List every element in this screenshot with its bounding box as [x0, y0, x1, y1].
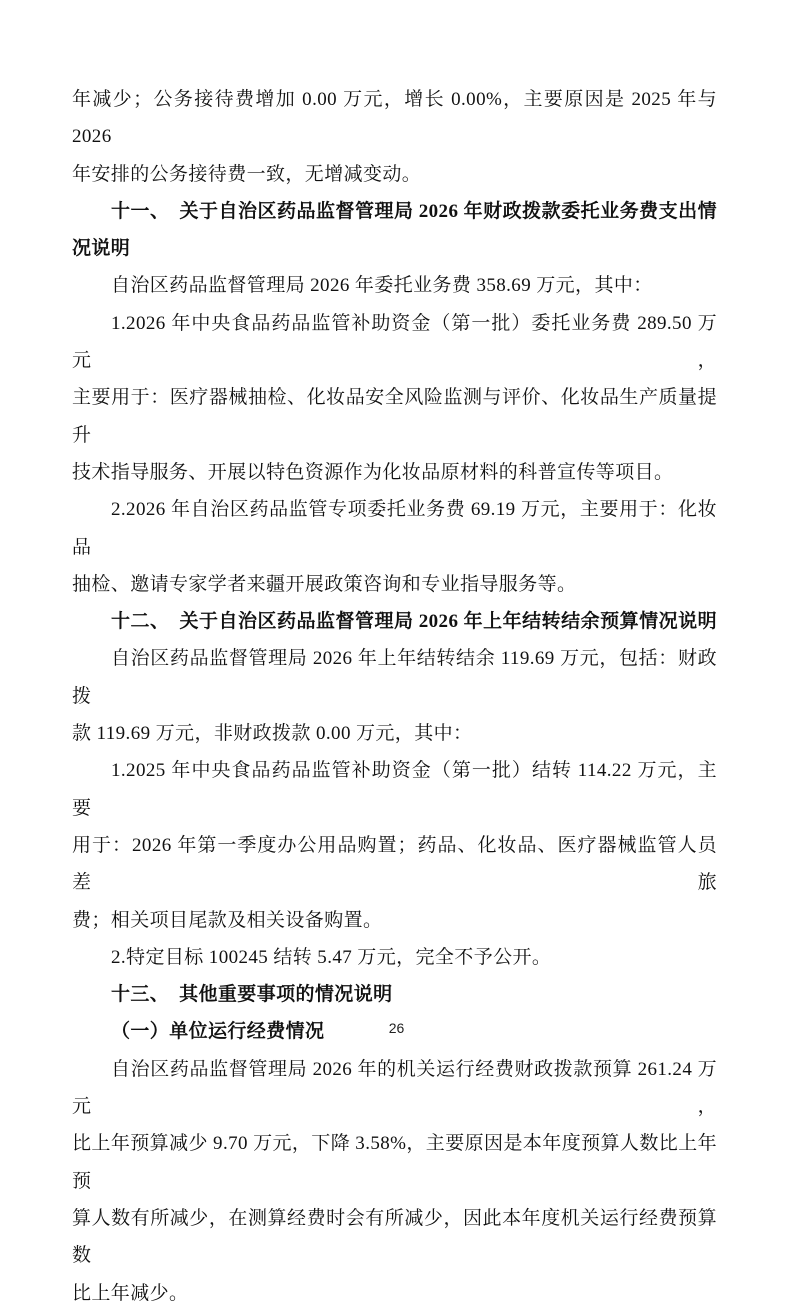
text-line: 1.2025 年中央食品药品监管补助资金（第一批）结转 114.22 万元，主要: [72, 760, 717, 819]
text-line: 年安排的公务接待费一致，无增减变动。: [72, 163, 422, 185]
section-heading-12: 十二、 关于自治区药品监督管理局 2026 年上年结转结余预算情况说明: [111, 611, 717, 633]
text-line: 比上年减少。: [72, 1282, 189, 1304]
subsection-heading-unit-cost: （一）单位运行经费情况: [111, 1021, 325, 1043]
text-line: 自治区药品监督管理局 2026 年委托业务费 358.69 万元，其中：: [111, 275, 653, 297]
text-line: 自治区药品监督管理局 2026 年上年结转结余 119.69 万元，包括：财政拨: [72, 648, 717, 707]
text-line: 自治区药品监督管理局 2026 年的机关运行经费财政拨款预算 261.24 万元，: [72, 1058, 717, 1118]
text-line: 2.特定目标 100245 结转 5.47 万元，完全不予公开。: [111, 946, 552, 968]
text-line: 比上年预算减少 9.70 万元，下降 3.58%，主要原因是本年度预算人数比上年预: [72, 1133, 717, 1192]
section-heading-13: 十三、 其他重要事项的情况说明: [111, 984, 393, 1006]
section-heading-11: 十一、 关于自治区药品监督管理局 2026 年财政拨款委托业务费支出情: [111, 200, 717, 222]
text-line: 技术指导服务、开展以特色资源作为化妆品原材料的科普宣传等项目。: [72, 461, 674, 483]
text-line: 1.2026 年中央食品药品监管补助资金（第一批）委托业务费 289.50 万元，: [72, 312, 717, 372]
text-line: 主要用于：医疗器械抽检、化妆品安全风险监测与评价、化妆品生产质量提升: [72, 387, 717, 446]
text-line: 款 119.69 万元，非财政拨款 0.00 万元，其中：: [72, 723, 473, 745]
text-line: 费；相关项目尾款及相关设备购置。: [72, 909, 383, 931]
text-line: 算人数有所减少，在测算经费时会有所减少，因此本年度机关运行经费预算数: [72, 1207, 717, 1267]
page-number: 26: [388, 1020, 405, 1036]
text-line: 年减少；公务接待费增加 0.00 万元，增长 0.00%，主要原因是 2025 年与 2026: [72, 89, 717, 148]
section-heading-11-cont: 况说明: [72, 238, 131, 260]
document-text: [72, 81, 717, 1312]
text-line: 用于：2026 年第一季度办公用品购置；药品、化妆品、医疗器械监管人员差旅: [72, 834, 717, 894]
text-line: 2.2026 年自治区药品监管专项委托业务费 69.19 万元，主要用于：化妆品: [72, 499, 717, 558]
text-line: 抽检、邀请专家学者来疆开展政策咨询和专业指导服务等。: [72, 573, 577, 595]
